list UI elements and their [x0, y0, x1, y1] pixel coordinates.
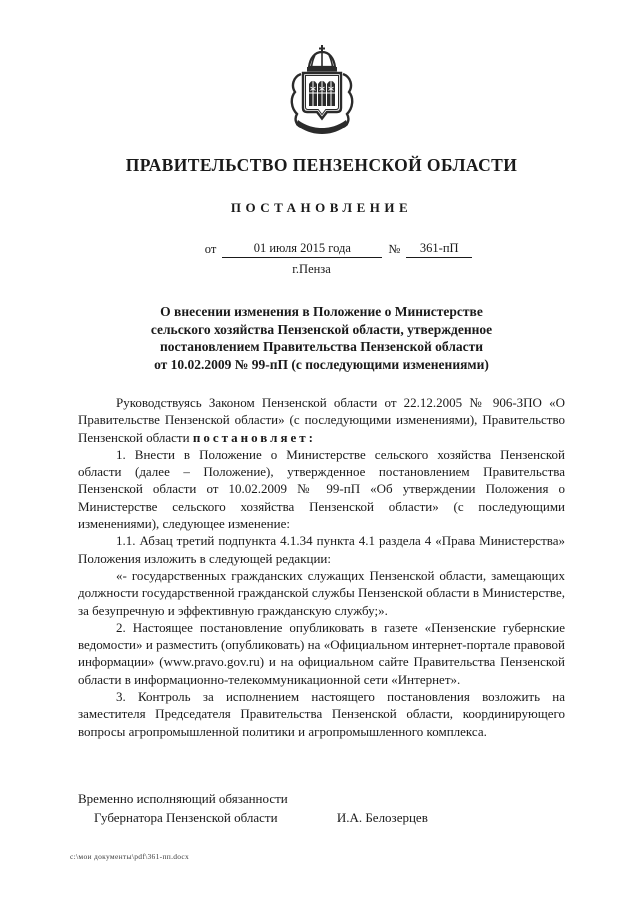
signature-block — [78, 790, 565, 827]
doc-type-heading: ПОСТАНОВЛЕНИЕ — [230, 200, 413, 215]
place-label: г.Пенза — [292, 262, 331, 276]
document-title — [78, 303, 565, 373]
body-paragraph-3: 3. Контроль за исполнением настоящего постановления возложить на заместителя Председателя Правительства Пензенской области, координирующего вопросы агропромышленной политики и агропромышленного комплекса. — [78, 689, 565, 739]
signature-row — [78, 809, 565, 827]
signatory-name: И.А. Белозерцев — [336, 809, 428, 825]
org-name-heading: ПРАВИТЕЛЬСТВО ПЕНЗЕНСКОЙ ОБЛАСТИ — [125, 155, 518, 175]
title-line-4: от 10.02.2009 № 99-пП (с последующими изменениями) — [154, 356, 489, 372]
number-sign-label: № — [388, 242, 401, 256]
signatory-title-line1: Временно исполняющий обязанности — [78, 790, 288, 806]
signatory-title-line2: Губернатора Пензенской области — [94, 809, 278, 825]
document-body — [78, 394, 565, 740]
coat-of-arms-icon — [284, 44, 360, 136]
title-line-2: сельского хозяйства Пензенской области, утвержденное — [150, 321, 493, 337]
body-paragraph-1: 1. Внести в Положение о Министерстве сельского хозяйства Пензенской области (далее – Положение), утвержденное постановлением Правительства Пензенской области от 10.02.2009 № 99-пП «Об утверждении Положения о Министерстве сельского хозяйства Пензенской области» (с последующими изменениями), следующее изменение: — [78, 446, 565, 532]
date-number-row — [92, 241, 579, 258]
resolves-keyword: постановляет: — [192, 429, 316, 445]
date-prefix-label: от — [204, 242, 217, 256]
title-line-1: О внесении изменения в Положение о Министерстве — [160, 304, 483, 319]
preamble-text: Руководствуясь Законом Пензенской области от 22.12.2005 № 906-ЗПО «О Правительстве Пензенской области» (с последующими изменениями), Правительство Пензенской области — [78, 395, 565, 445]
date-value: 01 июля 2015 года — [222, 241, 382, 258]
title-line-3: постановлением Правительства Пензенской области — [159, 339, 484, 354]
preamble-paragraph — [78, 394, 565, 446]
file-path-footnote: с:\мои документы\pdf\361-пп.docx — [70, 852, 190, 861]
body-paragraph-1-1: 1.1. Абзац третий подпункта 4.1.34 пункта 4.1 раздела 4 «Права Министерства» Положения изложить в следующей редакции: — [78, 533, 565, 566]
body-paragraph-quote: «- государственных гражданских служащих Пензенской области, замещающих должности государственной гражданской службы Пензенской области в Министерстве, за безупречную и эффективную гражданскую службу;». — [78, 567, 565, 618]
number-value: 361-пП — [406, 241, 472, 258]
body-paragraph-2: 2. Настоящее постановление опубликовать в газете «Пензенские губернские ведомости» и разместить (опубликовать) на «Официальном интернет-портале правовой информации» (www.pravo.gov.ru) и на официальном сайте Правительства Пензенской области в информационно-телекоммуникационной сети «Интернет». — [78, 619, 565, 687]
penza-coat-of-arms-emblem — [284, 44, 360, 141]
